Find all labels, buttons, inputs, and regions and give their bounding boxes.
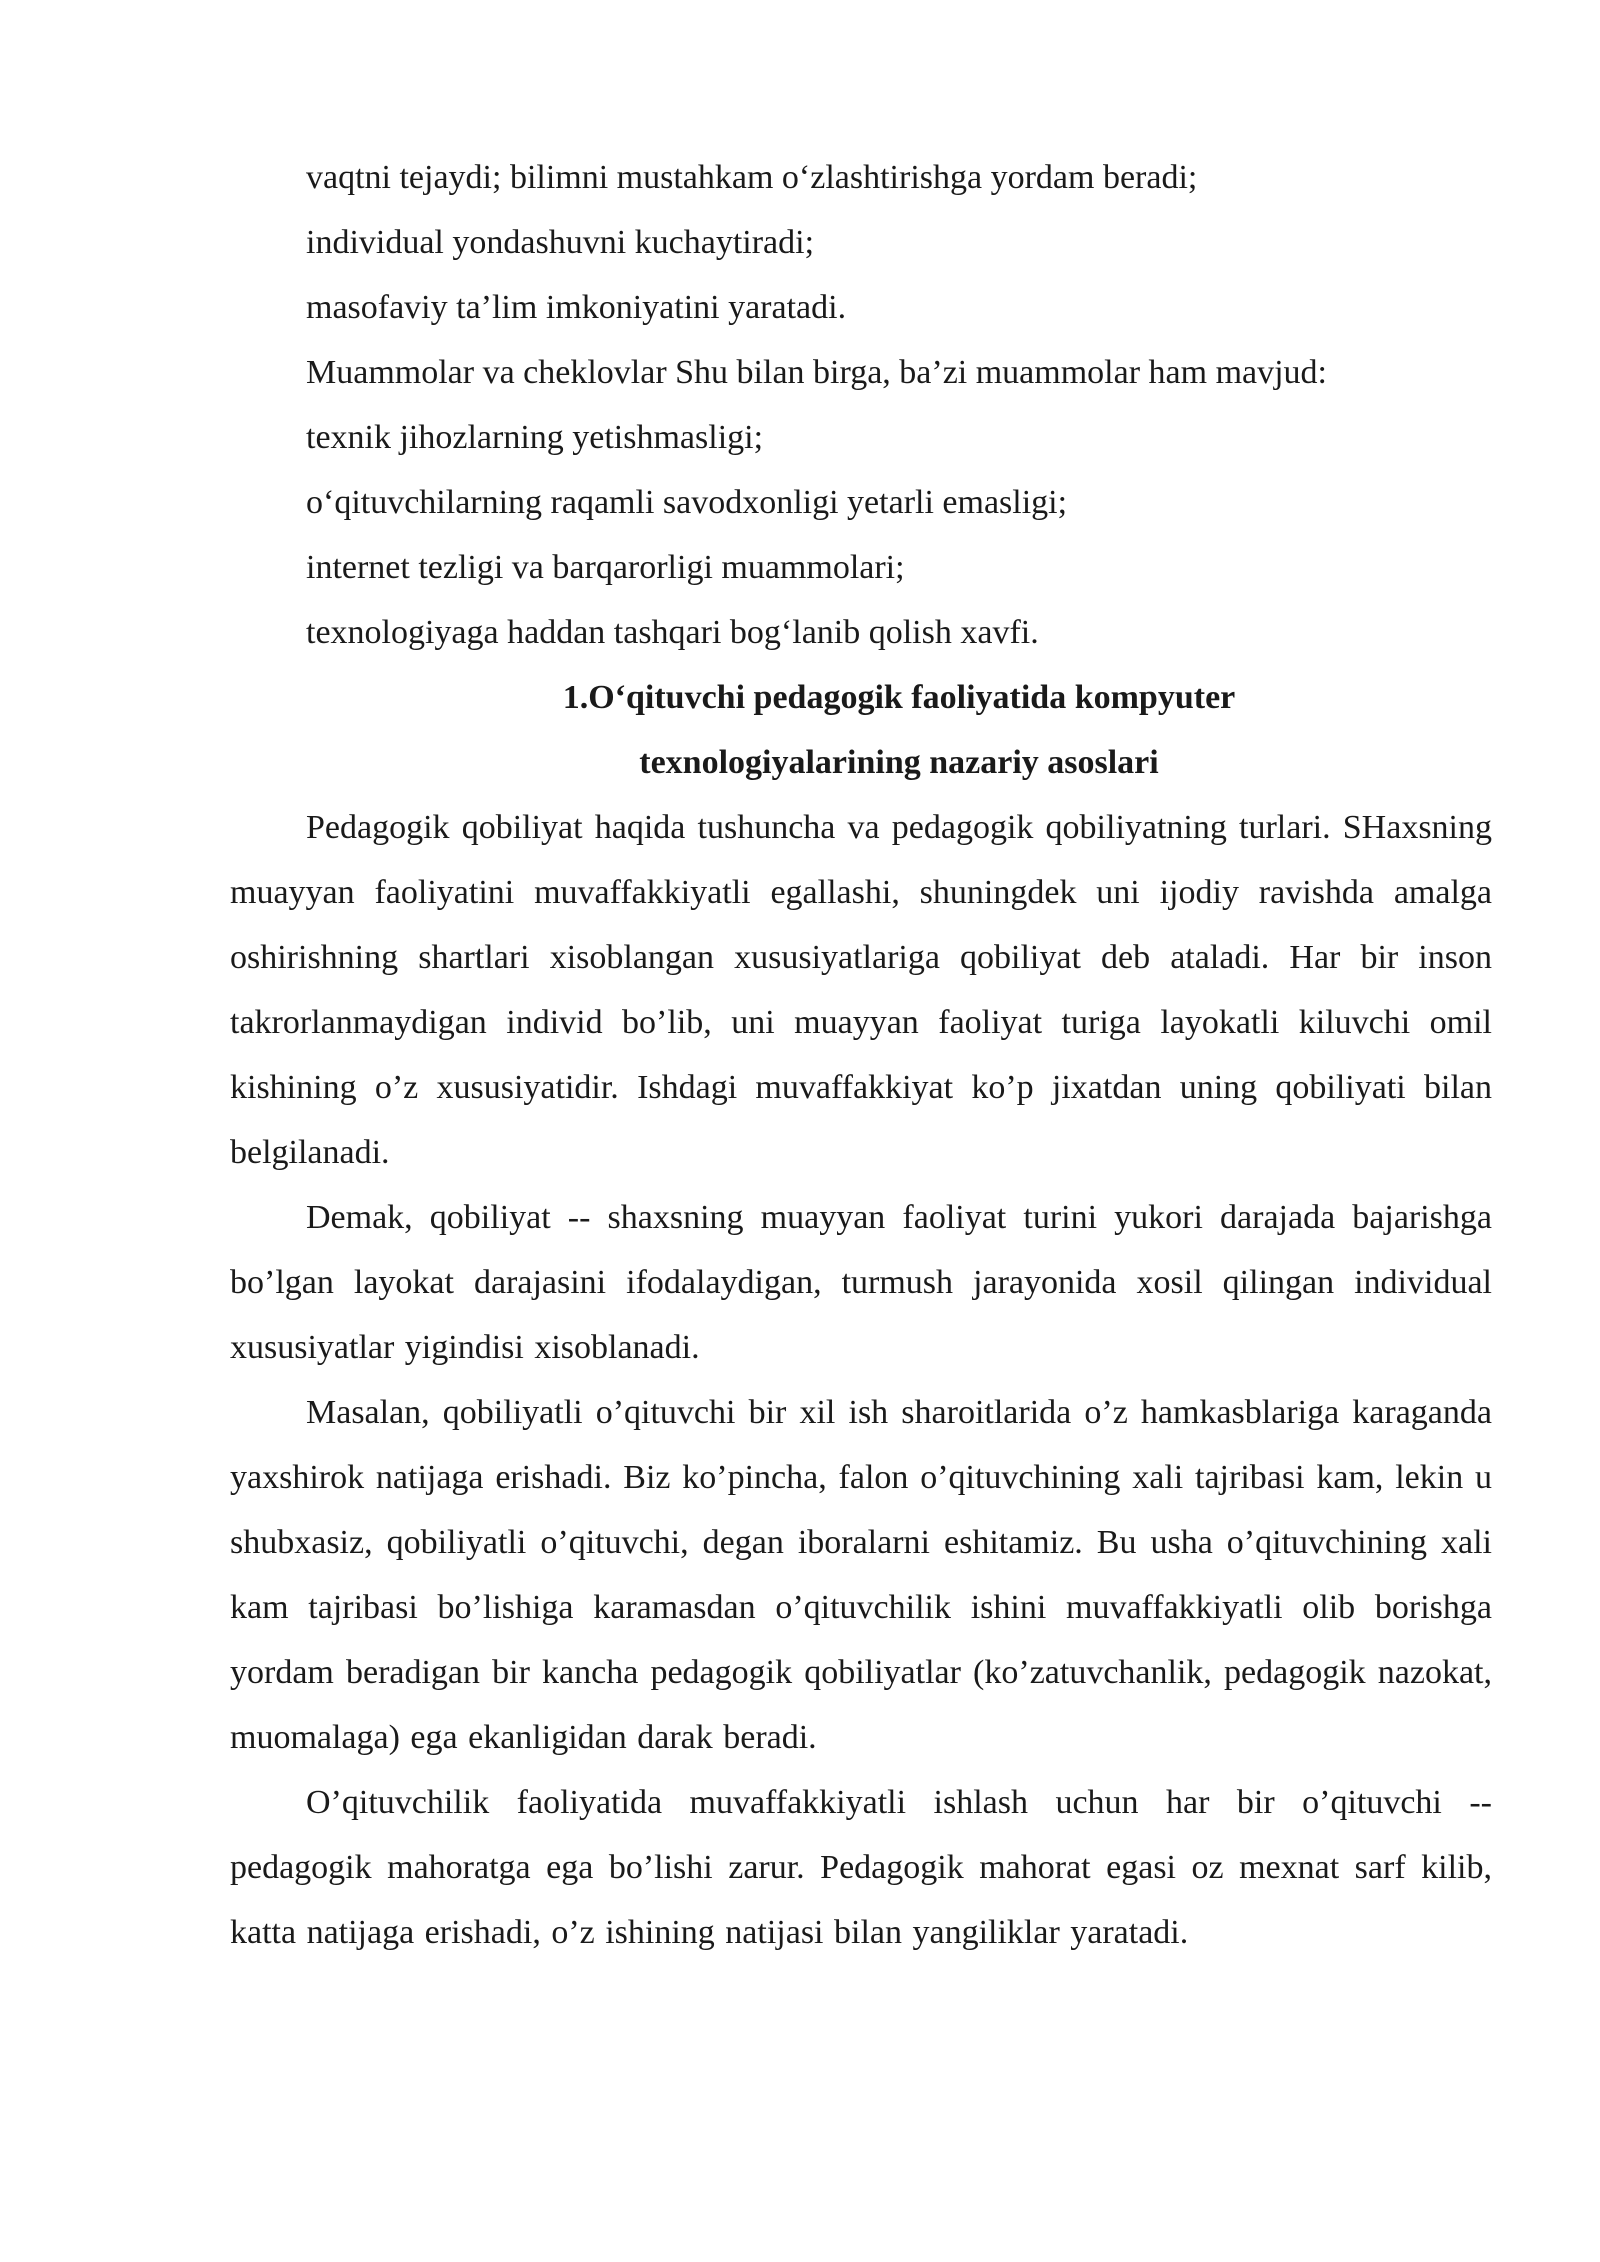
- section-heading-line-2: texnologiyalarining nazariy asoslari: [639, 744, 1159, 781]
- body-paragraph: Demak, qobiliyat -- shaxsning muayyan faoliyat turini yukori darajada bajarishga bo’lgan layokat darajasini ifodalaydigan, turmush jarayonida xosil qilingan individual xususiyatlar yigindisi xisoblanadi.: [230, 1199, 1492, 1366]
- list-item: individual yondashuvni kuchaytiradi;: [306, 224, 815, 261]
- list-item: texnologiyaga haddan tashqari bog‘lanib qolish xavfi.: [306, 614, 1039, 651]
- body-paragraph: Masalan, qobiliyatli o’qituvchi bir xil ish sharoitlarida o’z hamkasblariga karaganda yaxshirok natijaga erishadi. Biz ko’pincha, falon o’qituvchining xali tajribasi kam, lekin u shubxasiz, qobiliyatli o’qituvchi, degan iboralarni eshitamiz. Bu usha o’qituvchining xali kam tajribasi bo’lishiga karamasdan o’qituvchilik ishini muvaffakkiyatli olib borishga yordam beradigan bir kancha pedagogik qobiliyatlar (ko’zatuvchanlik, pedagogik nazokat, muomalaga) ega ekanligidan darak beradi.: [230, 1394, 1492, 1756]
- list-item: Muammolar va cheklovlar Shu bilan birga, ba’zi muammolar ham mavjud:: [306, 354, 1327, 391]
- body-paragraph: O’qituvchilik faoliyatida muvaffakkiyatli ishlash uchun har bir o’qituvchi -- pedagogik mahoratga ega bo’lishi zarur. Pedagogik mahorat egasi oz mexnat sarf kilib, katta natijaga erishadi, o’z ishining natijasi bilan yangiliklar yaratadi.: [230, 1784, 1492, 1951]
- list-item: vaqtni tejaydi; bilimni mustahkam o‘zlashtirishga yordam beradi;: [306, 159, 1198, 196]
- page-body: [230, 145, 1492, 1965]
- section-heading-line-1: 1.O‘qituvchi pedagogik faoliyatida kompyuter: [562, 679, 1236, 716]
- body-paragraph: Pedagogik qobiliyat haqida tushuncha va pedagogik qobiliyatning turlari. SHaxsning muayyan faoliyatini muvaffakkiyatli egallashi, shuningdek uni ijodiy ravishda amalga oshirishning shartlari xisoblangan xususiyatlariga qobiliyat deb ataladi. Har bir inson takrorlanmaydigan individ bo’lib, uni muayyan faoliyat turiga layokatli kiluvchi omil kishining o’z xususiyatidir. Ishdagi muvaffakkiyat ko’p jixatdan uning qobiliyati bilan belgilanadi.: [230, 809, 1492, 1171]
- list-item: o‘qituvchilarning raqamli savodxonligi yetarli emasligi;: [306, 484, 1068, 521]
- list-item: internet tezligi va barqarorligi muammolari;: [306, 549, 905, 586]
- list-item: texnik jihozlarning yetishmasligi;: [306, 419, 764, 456]
- list-item: masofaviy ta’lim imkoniyatini yaratadi.: [306, 289, 847, 326]
